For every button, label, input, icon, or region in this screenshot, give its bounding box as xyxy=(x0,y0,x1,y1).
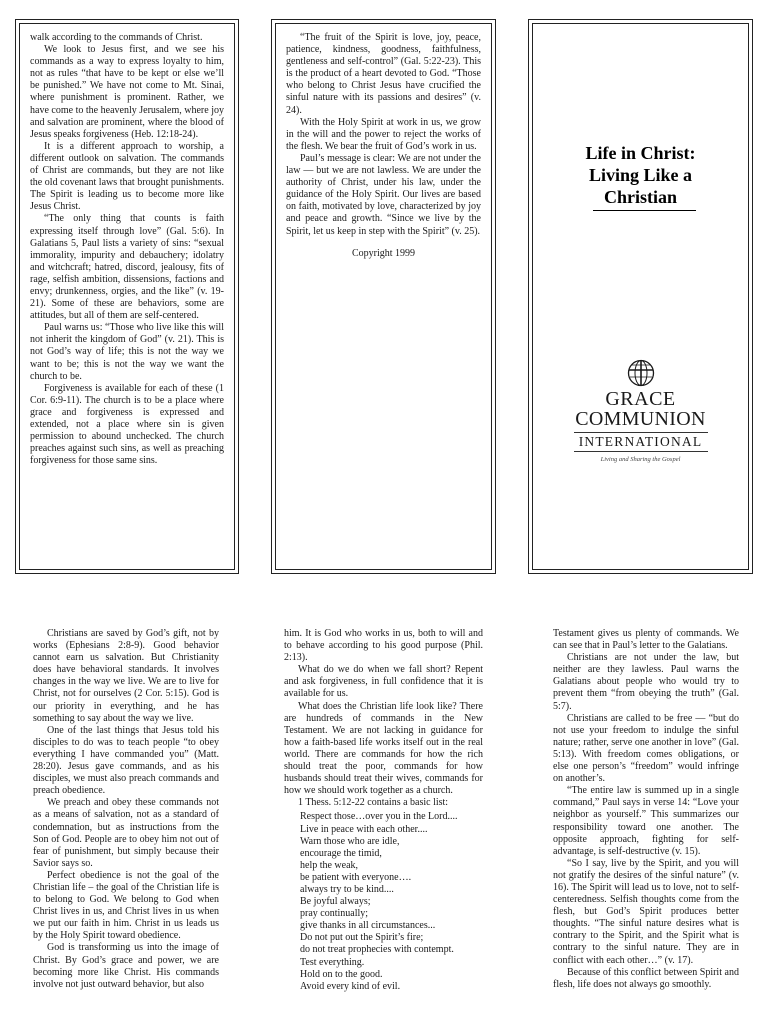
paragraph: Christians are not under the law, but neither are they lawless. Paul warns the Galatians about people who would try to prevent them “from obeying the truth” (Gal. 5:7). xyxy=(553,652,739,712)
list-item: encourage the timid, xyxy=(300,847,382,859)
paragraph: What does the Christian life look like? There are hundreds of commands in the New Testament. We are not lacking in guidance for how a faith-based life works itself out in the real world. There are commands for how the rich should treat the poor, commands for how husbands should treat their wives, commands for how we should work together as a church. xyxy=(284,700,483,797)
paragraph: It is a different approach to worship, a different outlook on salvation. The commands of Christ are commands, but they are not like the old covenant laws that brought punishments. The Spirit is leading us to become more like Jesus Christ. xyxy=(30,140,224,213)
panel-left xyxy=(15,19,239,574)
cover-title-line: Life in Christ: xyxy=(585,143,696,163)
paragraph: “The entire law is summed up in a single command,” Paul says in verse 14: “Love your neighbor as yourself.” This summarizes our responsibility toward one another. The opposite approach, fighting for self-advantage, is self-destructive (v. 15). xyxy=(553,785,739,857)
paragraph: 1 Thess. 5:12-22 contains a basic list: xyxy=(298,797,449,809)
paragraph: Paul’s message is clear: We are not under the law — but we are not lawless. We are under the authority of Christ, under his law, under the guidance of the Holy Spirit. Our lives are based on faith, motivated by love, characterized by joy and peace and growth. “Since we live by the Spirit, let us keep in step with the Spirit” (v. 25). xyxy=(286,152,481,237)
paragraph: “The fruit of the Spirit is love, joy, peace, patience, kindness, goodness, faithfulness, gentleness and self-control” (Gal. 5:22-23). This is the product of a heart devoted to God. “Those who belong to Christ Jesus have crucified the sinful nature with its passions and desires” (v. 24). xyxy=(286,32,481,116)
paragraph: We preach and obey these commands not as a means of salvation, not as a standard of condemnation, but as instructions from the Son of God. People are to obey him not out of fear of punishment, but simply because their Savior says so. xyxy=(33,797,219,869)
paragraph: Christians are called to be free — “but do not use your freedom to indulge the sinful nature; rather, serve one another in love” (Gal. 5:13). With freedom comes obligations, or else one person’s “freedom” would infringe on another’s. xyxy=(553,712,739,785)
logo-word-communion: COMMUNION xyxy=(575,408,706,430)
scripture-list xyxy=(284,811,483,992)
logo-word-international: INTERNATIONAL xyxy=(578,434,703,449)
paragraph: Perfect obedience is not the goal of the Christian life – the goal of the Christian life is to belong to God. We belong to God when Christ lives in us, and Christ lives in us when we put our faith in him. Christ in us leads us by the Holy Spirit toward obedience. xyxy=(33,869,219,942)
cover-frame xyxy=(532,23,749,570)
paragraph: walk according to the commands of Christ. xyxy=(30,32,203,43)
list-item: be patient with everyone…. xyxy=(300,871,412,883)
logo-tagline: Living and Sharing the Gospel xyxy=(600,456,681,463)
panel-cover xyxy=(528,19,753,574)
panel-left-text xyxy=(19,23,235,570)
paragraph: “The only thing that counts is faith expressing itself through love” (Gal. 5:6). In Galatians 5, Paul lists a variety of sins: “sexual immorality, impurity and debauchery; idolatry and witchcraft; hatred, discord, jealousy, fits of rage, selfish ambition, dissensions, factions and envy; drunkenness, orgies, and the like” (v. 19-21). Some of these are behaviors, some are attitudes, but all of them are self-centered. xyxy=(30,213,224,322)
list-item: help the weak, xyxy=(300,859,359,871)
paragraph: him. It is God who works in us, both to will and to behave according to his good purpose (Phil. 2:13). xyxy=(284,628,483,664)
paragraph: Forgiveness is available for each of these (1 Cor. 6:9-11). The church is to be a place where grace and forgiveness is expressed and extended, not a place where sin is given permission to abound unchecked. The church preaches against such sins, as well as preaching forgiveness for those same sins. xyxy=(30,382,224,467)
copyright-notice: Copyright 1999 xyxy=(351,247,416,259)
paragraph: Testament gives us plenty of commands. We can see that in Paul’s letter to the Galatians. xyxy=(553,628,739,652)
list-item: give thanks in all circumstances... xyxy=(300,920,436,932)
list-item: Respect those…over you in the Lord.... xyxy=(300,811,458,823)
list-item: Avoid every kind of evil. xyxy=(300,980,401,992)
list-item: do not treat prophecies with contempt. xyxy=(300,944,454,956)
cover-title-line: Living Like a xyxy=(588,165,693,185)
list-item: pray continually; xyxy=(300,908,369,920)
paragraph: What do we do when we fall short? Repent and ask forgiveness, in full confidence that it is available for us. xyxy=(284,664,483,700)
paragraph: God is transforming us into the image of Christ. By God’s grace and power, we are becoming more like Christ. His commands involve not just outward behavior, but also xyxy=(33,942,219,990)
list-item: always try to be kind.... xyxy=(300,883,394,895)
paragraph: We look to Jesus first, and we see his commands as a way to express loyalty to him, not as rules “that have to be kept or else we’ll be punished.” We have not come to Mt. Sinai, where punishment is prominent. Rather, we have come to the heavenly Jerusalem, where joy and salvation are prominent, where the blood of Jesus speaks forgiveness (Heb. 12:18-24). xyxy=(30,44,224,140)
column-1 xyxy=(33,628,219,1024)
panel-middle-text xyxy=(275,23,492,570)
list-item: Be joyful always; xyxy=(300,896,371,908)
title-underline xyxy=(593,210,696,211)
paragraph: With the Holy Spirit at work in us, we grow in the will and the power to reject the works of the flesh. We bear the fruit of God’s work in us. xyxy=(286,116,481,152)
cover-title xyxy=(533,142,748,208)
list-item: Test everything. xyxy=(300,956,365,968)
globe-cross-icon xyxy=(627,359,655,387)
paragraph: One of the last things that Jesus told his disciples to do was to teach people “to obey everything I have commanded you” (Matt. 28:20). Jesus gave commands, and as his disciples, we must also preach commands and preach obedience. xyxy=(33,724,219,797)
list-item: Warn those who are idle, xyxy=(300,835,400,847)
list-item: Do not put out the Spirit’s fire; xyxy=(300,932,424,944)
paragraph: Christians are saved by God’s gift, not by works (Ephesians 2:8-9). Good behavior cannot earn us salvation. But Christianity does have behavioral standards. It involves changes in the way we live. We are to live for Christ, not for ourselves (2 Cor. 5:15). God is our priority in everything, and he has something to say about the way we live. xyxy=(33,628,219,724)
column-3 xyxy=(553,628,739,1024)
paragraph: Because of this conflict between Spirit and flesh, life does not always go smoothly. xyxy=(553,966,739,990)
list-item: Hold on to the good. xyxy=(300,968,383,980)
paragraph: Paul warns us: “Those who live like this will not inherit the kingdom of God” (v. 21). This is not God’s way of life; this is not the way we want to be; this is not the way we want the church to be. xyxy=(30,322,224,382)
publisher-logo xyxy=(533,359,748,463)
list-item: Live in peace with each other.... xyxy=(300,823,428,835)
paragraph: “So I say, live by the Spirit, and you will not gratify the desires of the sinful nature” (v. 16). The Spirit will lead us to love, not to self-centeredness. Selfish thoughts come from the flesh, but God’s Spirit produces better thoughts. “The sinful nature desires what is contrary to the Spirit, and the Spirit what is contrary to the sinful nature. They are in conflict with each other…” (v. 17). xyxy=(553,857,739,966)
logo-word-grace: GRACE xyxy=(605,388,676,410)
logo-divider xyxy=(574,432,708,433)
cover-title-line: Christian xyxy=(603,187,677,207)
panel-middle xyxy=(271,19,496,574)
column-2 xyxy=(284,628,483,1024)
logo-divider xyxy=(574,451,708,452)
